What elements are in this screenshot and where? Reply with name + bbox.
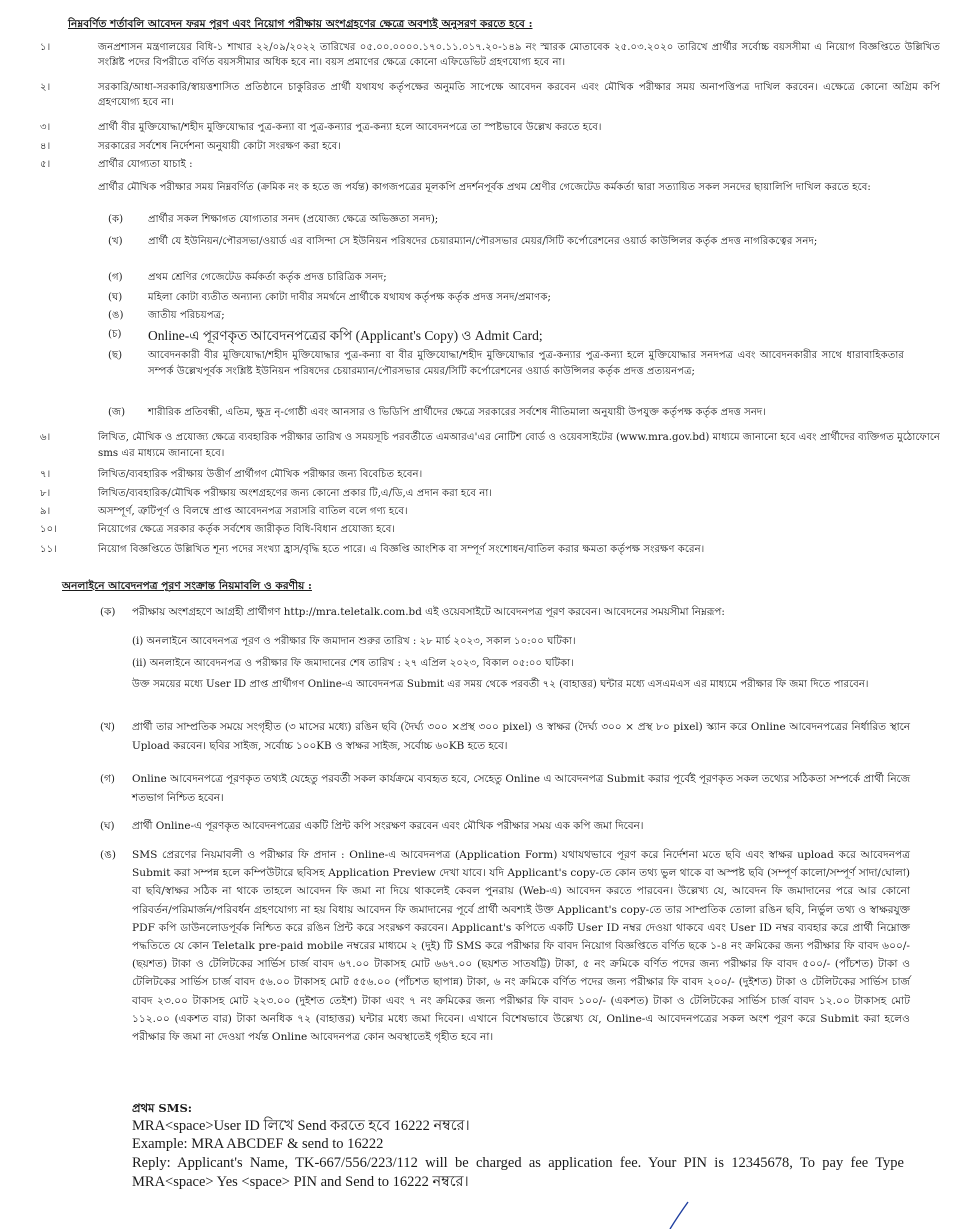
sub-item-text: প্রার্থী যে ইউনিয়ন/পৌরসভা/ওয়ার্ড এর বাসিন্দা সে ইউনিয়ন পরিষদের চেয়ারম্যান/পৌরসভার মেয়র/সিটি কর্পোরেশনের ওয়ার্ড কাউন্সিলর কর্তৃক প্রদত্ত নাগরিকত্বের সনদ;: [148, 236, 818, 247]
list-item: [40, 40, 940, 70]
sub-item-label: (জ): [108, 407, 126, 418]
online-item-label: (গ): [100, 773, 115, 785]
list-item: [40, 522, 940, 537]
sub-item: [108, 290, 904, 305]
list-item: [40, 542, 940, 557]
online-item: [100, 718, 910, 758]
item-number: ৩।: [40, 122, 51, 133]
sub-item: [108, 327, 904, 345]
item-number: ২।: [40, 82, 51, 93]
sub-item-text: প্রথম শ্রেণির গেজেটেড কর্মকর্তা কর্তৃক প্রদত্ত চারিত্রিক সনদ;: [148, 272, 387, 283]
sub-item-label: (ঙ): [108, 310, 124, 321]
online-item: [100, 770, 910, 810]
item-text: জনপ্রশাসন মন্ত্রণালয়ের বিধি-১ শাখার ২২/০৯/২০২২ তারিখের ০৫.০০.০০০০.১৭০.১১.০১৭.২০-১৪৯ নং স্মারক মোতাবেক ২৫.০৩.২০২০ তারিখে প্রার্থীর সর্বোচ্চ বয়সসীমা এ নিয়োগ বিজ্ঞপ্তিতে উল্লিখিত সংশ্লিষ্ট পদের বিপরীতে বর্ণিত বয়সসীমার অধিক হবে না। বয়স প্রমাণের ক্ষেত্রে কোনো এফিডেভিট গ্রহণযোগ্য হবে না।: [98, 42, 940, 68]
sub-item: [108, 270, 904, 285]
section1-heading: নিম্নবর্ণিত শর্তাবলি আবেদন ফরম পূরণ এবং নিয়োগ পরীক্ষায় অংশগ্রহণের ক্ষেত্রে অবশ্যই অনুসরণ করতে হবে :: [68, 18, 533, 30]
signature-mark: [640, 1196, 700, 1229]
sub-item-label: (ক): [108, 214, 124, 225]
section2-heading: অনলাইনে আবেদনপত্র পূরণ সংক্রান্ত নিয়মাবলি ও করণীয় :: [62, 580, 312, 592]
sms-line: MRA<space>User ID লিখে Send করতে হবে 16222 নম্বরে।: [132, 1118, 470, 1134]
item-number: ৫।: [40, 159, 51, 170]
item-text: লিখিত/ব্যবহারিক পরীক্ষায় উত্তীর্ণ প্রার্থীগণ মৌখিক পরীক্ষার জন্য বিবেচিত হবেন।: [98, 469, 423, 480]
item-text: নিয়োগ বিজ্ঞপ্তিতে উল্লিখিত শূন্য পদের সংখ্যা হ্রাস/বৃদ্ধি হতে পারে। এ বিজ্ঞপ্তি আংশিক বা সম্পূর্ণ সংশোধন/বাতিল করার ক্ষমতা কর্তৃপক্ষ সংরক্ষণ করেন।: [98, 544, 705, 555]
list-item: [40, 430, 940, 462]
online-item-text: প্রার্থী Online-এ পূরণকৃত আবেদনপত্রের একটি প্রিন্ট কপি সংরক্ষণ করবেন এবং মৌখিক পরীক্ষার সময় এক কপি জমা দিবেন।: [132, 820, 644, 832]
sms-example: Example: MRA ABCDEF & send to 16222: [132, 1136, 384, 1152]
item-number: ৮।: [40, 488, 51, 499]
online-item: [100, 818, 910, 838]
sub-item: [108, 212, 904, 227]
online-item: [100, 846, 910, 1090]
sub-item-text: প্রার্থীর সকল শিক্ষাগত যোগ্যতার সনদ (প্রযোজ্য ক্ষেত্রে অভিজ্ঞতা সনদ);: [148, 214, 439, 225]
online-item-text: Online আবেদনপত্রে পূরণকৃত তথ্যই যেহেতু পরবর্তী সকল কার্যক্রমে ব্যবহৃত হবে, সেহেতু Online এ আবেদনপত্র Submit করার পূর্বেই পূরণকৃত সকল তথ্যের সঠিকতা সম্পর্কে প্রার্থী নিজে শতভাগ নিশ্চিত হবেন।: [132, 773, 910, 804]
item-text: লিখিত, মৌখিক ও প্রযোজ্য ক্ষেত্রে ব্যবহারিক পরীক্ষার তারিখ ও সময়সূচি পরবর্তীতে এমআরএ'এর নোটিশ বোর্ড ও ওয়েবসাইটের (www.mra.gov.bd) মাধ্যমে জানানো হবে এবং প্রার্থীদের ব্যক্তিগত মুঠোফোনে sms এর মাধ্যমে জানানো হবে।: [98, 432, 940, 459]
item-text: অসম্পূর্ণ, ত্রুটিপূর্ণ ও বিলম্বে প্রাপ্ত আবেদনপত্র সরাসরি বাতিল বলে গণ্য হবে।: [98, 506, 408, 517]
list-item: [40, 467, 940, 482]
item-number: ১।: [40, 42, 51, 53]
sub-item-label: (খ): [108, 236, 123, 247]
online-item-text: প্রার্থী তার সাম্প্রতিক সময়ে সংগৃহীত (৩ মাসের মধ্যে) রঙিন ছবি (দৈর্ঘ্য ৩০০ ×প্রস্থ ৩০০ pixel) ও স্বাক্ষর (দৈর্ঘ্য ৩০০ × প্রস্থ ৮০ pixel) স্ক্যান করে Online আবেদনপত্রের নির্ধারিত স্থানে Upload করবেন। ছবির সাইজ, সর্বোচ্চ ১০০KB ও স্বাক্ষর সাইজ, সর্বোচ্চ ৬০KB হতে হবে।: [132, 721, 910, 752]
sub-item: [108, 405, 904, 420]
sub-item-label: (চ): [108, 329, 122, 340]
online-item-label: (ঘ): [100, 820, 115, 832]
deadline-note: উক্ত সময়ের মধ্যে User ID প্রাপ্ত প্রার্থীগণ Online-এ আবেদনপত্র Submit এর সময় থেকে পরবর্তী ৭২ (বাহাত্তর) ঘন্টার মধ্যে এসএমএস এর মাধ্যমে পরীক্ষার ফি জমা দিতে পারবেন।: [132, 679, 869, 690]
sub-item-label: (ছ): [108, 350, 123, 361]
deadline-end: (ii) অনলাইনে আবেদনপত্র ও পরীক্ষার ফি জমাদানের শেষ তারিখ : ২৭ এপ্রিল ২০২৩, বিকাল ০৫:০০ ঘটিকা।: [132, 658, 574, 669]
list-item: [40, 80, 940, 110]
item-text: প্রার্থীর যোগ্যতা যাচাই :: [98, 159, 193, 170]
online-item-text: SMS প্রেরণের নিয়মাবলী ও পরীক্ষার ফি প্রদান : Online-এ আবেদনপত্র (Application Form) যথাযথভাবে পূরণ করে নির্দেশনা মতে ছবি এবং স্বাক্ষর upload করে আবেদনপত্র Submit করা সম্পন্ন হলে কম্পিউটারে ছবিসহ Application Preview দেখা যাবে। যদি Applicant's copy-তে কোন তথ্য ভুল থাকে বা অস্পষ্ট ছবি (সম্পূর্ণ কালো/সম্পূর্ণ সাদা/ঘোলা) বা ছবি/স্বাক্ষর সঠিক না থাকে তাহলে আবেদন ফি জমা না দিয়ে থাকলেই কেবল পুনরায় (Web-এ) আবেদন করতে পারবেন। উল্লেখ্য যে, আবেদন ফি জমাদানের পরে আর কোনো পরিবর্তন/পরিমার্জন/পরিবর্ধন গ্রহণযোগ্য না হয় বিধায় আবেদন ফি জমাদানের পূর্বে প্রার্থী অবশ্যই উক্ত Applicant's copy-তে তার সাম্প্রতিক তোলা রঙিন ছবি, নির্ভুল তথ্য ও স্বাক্ষরযুক্ত PDF কপি ডাউনলোডপূর্বক নিশ্চিত করে রঙিন প্রিন্ট করে সংরক্ষণ করবেন। Applicant's কপিতে একটি User ID নম্বর দেওয়া থাকবে এবং User ID নম্বর ব্যবহার করে প্রার্থী নিম্নোক্ত পদ্ধতিতে যে কোন Teletalk pre-paid mobile নম্বরের মাধ্যমে ২ (দুই) টি SMS করে পরীক্ষার ফি বাবদ নিয়োগ বিজ্ঞপ্তিতে বর্ণিত ছকে ১-৪ নং ক্রমিকের জন্য পরীক্ষার ফি বাবদ ৬০০/- (ছয়শত) টাকা ও টেলিটকের সার্ভিস চার্জ বাবদ ৬৭.০০ টাকাসহ মোট ৬৬৭.০০ (ছয়শত সাতষট্টি) টাকা, ৫ নং ক্রমিকে বর্ণিত পদের জন্য পরীক্ষার ফি বাবদ ৫০০/- (পাঁচশত) টাকা ও টেলিটকের সার্ভিস চার্জ বাবদ ৫৬.০০ টাকাসহ মোট ৫৫৬.০০ (পাঁচশত ছাপান্ন) টাকা, ৬ নং ক্রমিকে বর্ণিত পদের জন্য পরীক্ষার ফি বাবদ ২০০/- (দুইশত) টাকা ও টেলিটকের সার্ভিস চার্জ বাবদ ২৩.০০ টাকাসহ মোট ২২৩.০০ (দুইশত তেইশ) টাকা এবং ৭ নং ক্রমিকের জন্য পরীক্ষার ফি বাবদ ১০০/- (একশত) টাকা ও টেলিটকের সার্ভিস চার্জ বাবদ ১২.০০ টাকাসহ মোট ১১২.০০ (একশত বার) টাকা অনধিক ৭২ (বাহাত্তর) ঘন্টার মধ্যে জমা দিবেন। এখানে বিশেষভাবে উল্লেখ্য যে, Online-এ আবেদনপত্রের সকল অংশ পূরণ করে Submit করা হলেও পরীক্ষার ফি জমা না দেওয়া পর্যন্ত Online আবেদনপত্র কোন অবস্থাতেই গৃহীত হবে না।: [132, 849, 910, 1044]
sub-item: [108, 308, 904, 323]
item-text: লিখিত/ব্যবহারিক/মৌখিক পরীক্ষায় অংশগ্রহণের জন্য কোনো প্রকার টি,এ/ডি,এ প্রদান করা হবে না।: [98, 488, 492, 499]
item-text: সরকারের সর্বশেষ নির্দেশনা অনুযায়ী কোটা সংরক্ষণ করা হবে।: [98, 141, 341, 152]
sms-title: প্রথম SMS:: [132, 1101, 193, 1115]
sub-item-text: Online-এ পূরণকৃত আবেদনপত্রের কপি (Applicant's Copy) ও Admit Card;: [148, 328, 543, 343]
item-text: নিয়োগের ক্ষেত্রে সরকার কর্তৃক সর্বশেষ জারীকৃত বিধি-বিধান প্রযোজ্য হবে।: [98, 524, 396, 535]
online-item-label: (ক): [100, 606, 116, 618]
item-number: ১১।: [40, 544, 57, 555]
deadline-start: (i) অনলাইনে আবেদনপত্র পূরণ ও পরীক্ষার ফি জমাদান শুরুর তারিখ : ২৮ মার্চ ২০২৩, সকাল ১০:০০ ঘটিকা।: [132, 636, 576, 647]
item-number: ৪।: [40, 141, 51, 152]
list-item: [40, 139, 940, 154]
list-item: [40, 504, 940, 519]
list-item: [40, 157, 940, 172]
sub-item-text: জাতীয় পরিচয়পত্র;: [148, 310, 225, 321]
online-item-label: (ঙ): [100, 849, 117, 861]
item-number: ৯।: [40, 506, 51, 517]
sms-reply: Reply: Applicant's Name, TK-667/556/223/112 will be charged as application fee. Your PIN is 12345678, To pay fee Type MRA<space> Yes <space> PIN and Send to 16222 নম্বরে।: [132, 1155, 904, 1190]
list-item: [40, 486, 940, 501]
item-number: ৬।: [40, 432, 51, 443]
online-item: [100, 604, 910, 624]
item-number: ৭।: [40, 469, 51, 480]
item-number: ১০।: [40, 524, 57, 535]
online-item-label: (খ): [100, 721, 115, 733]
item-text: সরকারি/আধা-সরকারি/স্বায়ত্তশাসিত প্রতিষ্ঠানে চাকুরিরত প্রার্থী যথাযথ কর্তৃপক্ষের অনুমতি সাপেক্ষে আবেদন করবেন এবং মৌখিক পরীক্ষার সময় অনাপত্তিপত্র দাখিল করবেন। এক্ষেত্রে কোনো অগ্রিম কপি গ্রহণযোগ্য হবে না।: [98, 82, 940, 108]
sub-item: [108, 348, 904, 398]
online-item-text: পরীক্ষায় অংশগ্রহণে আগ্রহী প্রার্থীগণ http://mra.teletalk.com.bd এই ওয়েবসাইটে আবেদনপত্র পূরণ করবেন। আবেদনের সময়সীমা নিম্নরূপ:: [132, 606, 725, 618]
sub-item: [108, 234, 904, 264]
sub-item-text: মহিলা কোটা ব্যতীত অন্যান্য কোটা দাবীর সমর্থনে প্রার্থীকে যথাযথ কর্তৃপক্ষ কর্তৃক প্রদত্ত সনদ/প্রমাণক;: [148, 292, 551, 303]
sub-item-label: (গ): [108, 272, 123, 283]
sub-item-text: আবেদনকারী বীর মুক্তিযোদ্ধা/শহীদ মুক্তিযোদ্ধার পুত্র-কন্যা বা বীর মুক্তিযোদ্ধা/শহীদ মুক্তিযোদ্ধার পুত্র-কন্যার পুত্র-কন্যা হলে মুক্তিযোদ্ধার সনদপত্র এবং আবেদনকারীর সাথে ধারাবাহিকতার সম্পর্ক উল্লেখপূর্বক সংশ্লিষ্ট ইউনিয়ন পরিষদের চেয়ারম্যান/পৌরসভার মেয়র/সিটি কর্পোরেশনের ওয়ার্ড কাউন্সিলর কর্তৃক প্রদত্ত প্রত্যয়নপত্র;: [148, 350, 904, 377]
item-text: প্রার্থী বীর মুক্তিযোদ্ধা/শহীদ মুক্তিযোদ্ধার পুত্র-কন্যা বা পুত্র-কন্যার পুত্র-কন্যা হলে আবেদনপত্রে তা স্পষ্টভাবে উল্লেখ করতে হবে।: [98, 122, 602, 133]
item5-intro: প্রার্থীর মৌখিক পরীক্ষার সময় নিম্নবর্ণিত (ক্রমিক নং ক হতে জ পর্যন্ত) কাগজপত্রের মূলকপি প্রদর্শনপূর্বক প্রথম শ্রেণীর গেজেটেড কর্মকর্তা দ্বারা সত্যায়িত সকল সনদের ছায়ালিপি দাখিল করতে হবে:: [98, 182, 871, 193]
sub-item-label: (ঘ): [108, 292, 123, 303]
list-item: [40, 120, 940, 135]
sub-item-text: শারীরিক প্রতিবন্ধী, এতিম, ক্ষুদ্র নৃ-গোষ্ঠী এবং আনসার ও ভিডিপি প্রার্থীদের ক্ষেত্রে সরকারের সর্বশেষ নীতিমালা অনুযায়ী উপযুক্ত কর্তৃপক্ষ কর্তৃক প্রদত্ত সনদ।: [148, 407, 766, 418]
